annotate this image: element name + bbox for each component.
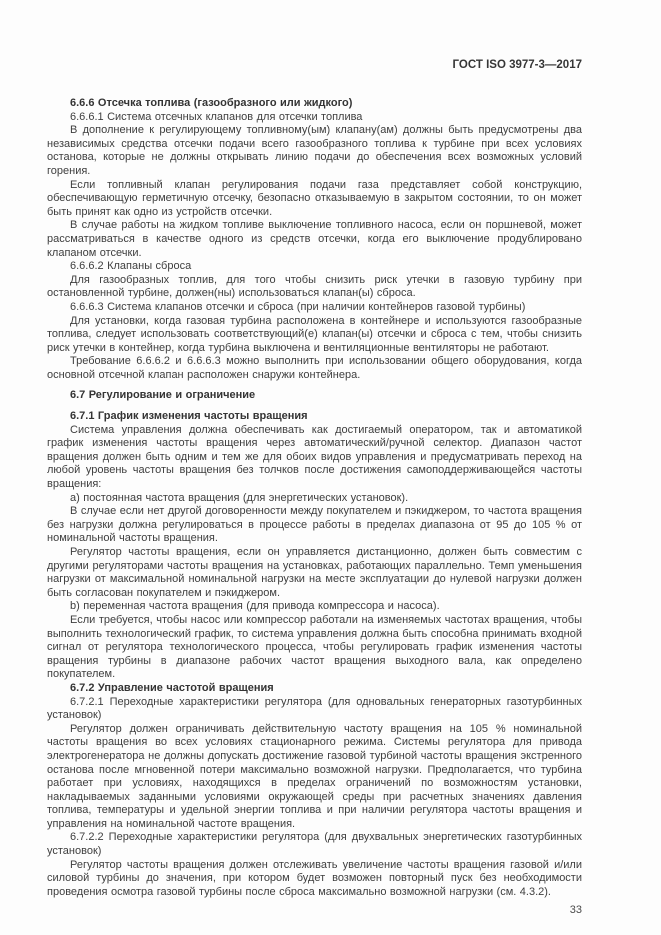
paragraph: 6.7.2.2 Переходные характеристики регулятора (для двухвальных энергетических газотурбинных установок) [47,831,582,858]
document-header-standard-number: ГОСТ ISO 3977-3—2017 [452,59,582,71]
paragraph: В дополнение к регулирующему топливному(ым) клапану(ам) должны быть предусмотрены два независимых средства отсечки подачи всего газообразного топлива к турбине при всех условиях останова, которые не должны открывать линию подачи до обеспечения всех возможных условий горения. [47,124,582,177]
paragraph: Требование 6.6.6.2 и 6.6.6.3 можно выполнить при использовании общего оборудования, когда основной отсечной клапан расположен снаружи контейнера. [47,355,582,381]
paragraph: b) переменная частота вращения (для привода компрессора и насоса). [70,600,440,613]
paragraph: Система управления должна обеспечивать как достигаемый оператором, так и автоматикой график изменения частоты вращения через автоматический/ручной селектор. Диапазон частот вращения должен быть одним и тем же для обоих видов управления и предусматривать переход на любой уровень частоты вращения без толчков после достижения самоподдерживающейся частоты вращения: [47,423,582,491]
paragraph: В случае если нет другой договоренности между покупателем и пэкиджером, то частота вращения без нагрузки должна регулироваться в процессе работы в пределах диапазона от 95 до 105 % от номинальной частоты вращения. [47,505,582,545]
paragraph: Если требуется, чтобы насос или компрессор работали на изменяемых частотах вращения, чтобы выполнить технологический график, то система управления должна быть способна принимать входной сигнал от регулятора технологического процесса, чтобы регулировать график изменения частоты вращения турбины в диапазоне рабочих частот вращения выходного вала, как определено покупателем. [47,613,582,681]
paragraph: В случае работы на жидком топливе выключение топливного насоса, если он поршневой, может рассматриваться в качестве одного из средств отсечки, когда его выключение продублировано клапаном отсечки. [47,219,582,259]
paragraph: a) постоянная частота вращения (для энергетических установок). [70,491,409,504]
section-heading: 6.7.1 График изменения частоты вращения [70,410,308,423]
paragraph: Регулятор должен ограничивать действительную частоту вращения на 105 % номинальной частоты вращения во всех условиях стационарного режима. Системы регулятора для привода электрогенератора не должны допускать достижение газовой турбиной частоты вращения экстренного останова после мгновенной потери максимально возможной нагрузки. Предполагается, что турбина работает при условиях, находящихся в пределах ограничений по возможностям установки, накладываемых заданными условиями окружающей среды при расчетных значениях давления топлива, температуры и удельной энергии топлива и при наличии регулятора частоты вращения и управления на номинальной частоте вращения. [47,722,582,830]
page-number: 33 [569,904,582,917]
paragraph: Для газообразных топлив, для того чтобы снизить риск утечки в газовую турбину при остановленной турбине, должен(ны) использоваться клапан(ы) сброса. [47,273,582,300]
paragraph: 6.7.2.1 Переходные характеристики регулятора (для одновальных генераторных газотурбинных установок) [47,695,582,722]
paragraph: Регулятор частоты вращения должен отслеживать увеличение частоты вращения газовой и/или силовой турбины до значения, при котором будет возможен повторный пуск без необходимости проведения осмотра газовой турбины после сброса максимально возможной нагрузки (см. 4.3.2). [47,858,582,898]
section-heading: 6.6.6 Отсечка топлива (газообразного или жидкого) [70,97,353,109]
section-heading: 6.7.2 Управление частотой вращения [70,681,274,694]
paragraph: 6.6.6.1 Система отсечных клапанов для отсечки топлива [70,110,363,123]
paragraph: 6.6.6.3 Система клапанов отсечки и сброса (при наличии контейнеров газовой турбины) [70,300,526,313]
paragraph: Если топливный клапан регулирования подачи газа представляет собой конструкцию, обеспечивающую герметичную отсечку, безопасно отказываемую в закрытом состоянии, то он может быть принят как одно из устройств отсечки. [47,178,582,218]
paragraph: Для установки, когда газовая турбина расположена в контейнере и используются газообразные топлива, следует использовать соответствующий(е) клапан(ы) отсечки и сброса с тем, чтобы снизить риск утечки в контейнер, когда турбина выключена и вентиляционные вентиляторы не работают. [47,314,582,354]
paragraph: Регулятор частоты вращения, если он управляется дистанционно, должен быть совместим с другими регуляторами частоты вращения на установках, работающих параллельно. Темп уменьшения нагрузки от максимальной номинальной нагрузки на месте эксплуатации до нулевой нагрузки должен быть согласован покупателем и пэкиджером. [47,546,582,599]
document-body [47,97,582,899]
paragraph: 6.6.6.2 Клапаны сброса [70,260,192,273]
section-heading: 6.7 Регулирование и ограничение [70,389,256,402]
